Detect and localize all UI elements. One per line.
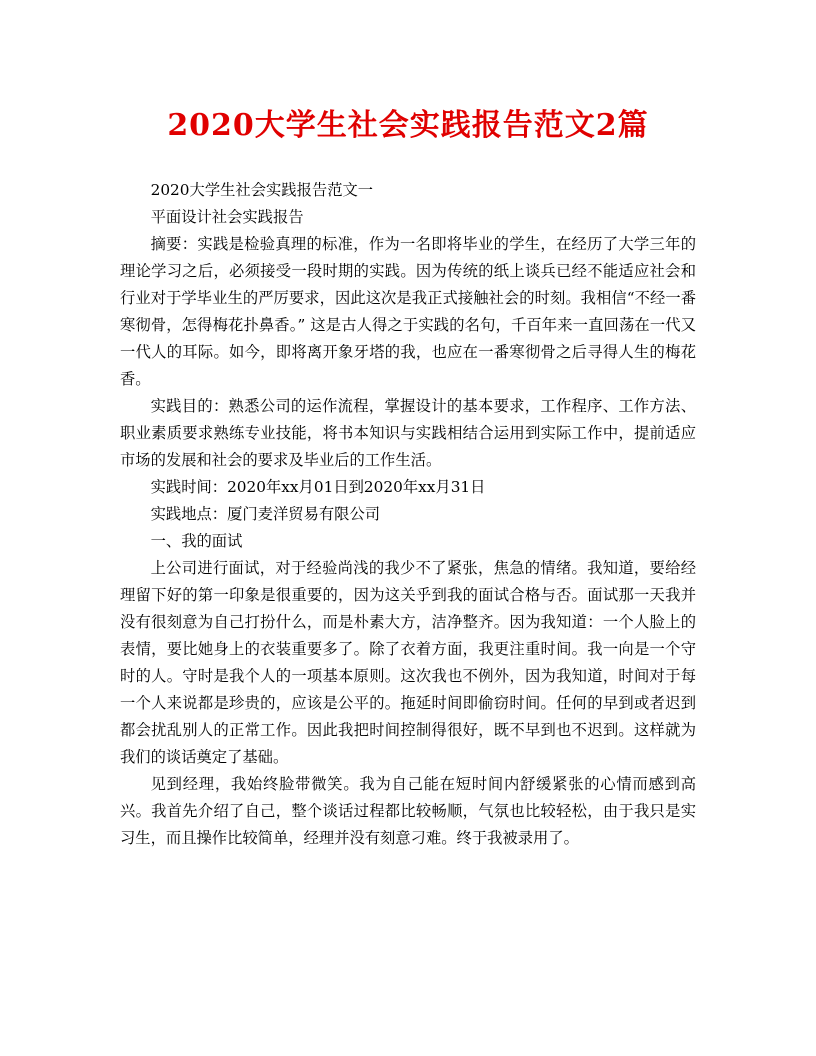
abstract-paragraph: 摘要：实践是检验真理的标准，作为一名即将毕业的学生，在经历了大学三年的理论学习之后，必须接受一段时期的实践。因为传统的纸上谈兵已经不能适应社会和行业对于学毕业生的严厉要求，因此这次是我正式接触社会的时刻。我相信“不经一番寒彻骨，怎得梅花扑鼻香。” 这是古人得之于实践的名句，千百年来一直回荡在一代又一代人的耳际。如今，即将离开象牙塔的我，也应在一番寒彻骨之后寻得人生的梅花香。 (120, 235, 696, 388)
practice-location: 实践地点：厦门麦洋贸易有限公司 (150, 505, 381, 523)
document-body (120, 177, 696, 852)
document-title: 2020大学生社会实践报告范文2篇 (167, 108, 649, 143)
purpose-paragraph: 实践目的：熟悉公司的运作流程，掌握设计的基本要求，工作程序、工作方法、职业素质要求熟练专业技能，将书本知识与实践相结合运用到实际工作中，提前适应市场的发展和社会的要求及毕业后的工作生活。 (120, 397, 696, 469)
practice-time: 实践时间：2020年xx月01日到2020年xx月31日 (150, 478, 486, 496)
meeting-manager-paragraph: 见到经理，我始终脸带微笑。我为自己能在短时间内舒缓紧张的心情而感到高兴。我首先介绍了自己，整个谈话过程都比较畅顺，气氛也比较轻松，由于我只是实习生，而且操作比较简单，经理并没有刻意刁难。终于我被录用了。 (120, 775, 696, 847)
report-subtitle: 平面设计社会实践报告 (150, 208, 304, 226)
interview-heading: 一、我的面试 (150, 532, 243, 550)
section-heading: 2020大学生社会实践报告范文一 (150, 181, 374, 199)
interview-paragraph: 上公司进行面试，对于经验尚浅的我少不了紧张，焦急的情绪。我知道，要给经理留下好的第一印象是很重要的，因为这关乎到我的面试合格与否。面试那一天我并没有很刻意为自己打扮什么，而是朴素大方，洁净整齐。因为我知道：一个人脸上的表情，要比她身上的衣装重要多了。除了衣着方面，我更注重时间。我一向是一个守时的人。守时是我个人的一项基本原则。这次我也不例外，因为我知道，时间对于每一个人来说都是珍贵的，应该是公平的。拖延时间即偷窃时间。任何的早到或者迟到都会扰乱别人的正常工作。因此我把时间控制得很好，既不早到也不迟到。这样就为我们的谈话奠定了基础。 (120, 559, 696, 766)
